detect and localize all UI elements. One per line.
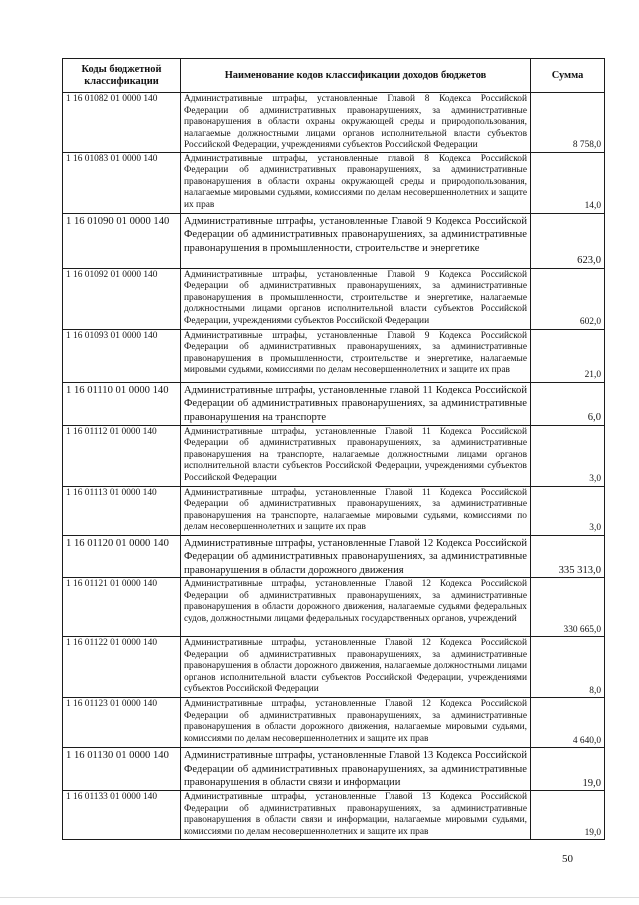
sum-cell: 8,0	[531, 637, 605, 698]
page-number: 50	[562, 853, 573, 866]
code-cell: 1 16 01122 01 0000 140	[63, 637, 181, 698]
table-header	[63, 59, 605, 93]
table-row	[63, 791, 605, 840]
name-cell: Административные штрафы, установленные Главой 8 Кодекса Российской Федерации об административных правонарушениях, за административные правонарушения в области охраны окружающей среды и природопользования, налагаемые должностными лицами органов исполнительной власти субъектов Российской Федерации, учреждениями субъектов Российской Федерации	[181, 93, 531, 153]
code-cell: 1 16 01093 01 0000 140	[63, 329, 181, 382]
name-cell: Административные штрафы, установленные Главой 13 Кодекса Российской Федерации об административных правонарушениях, за административные правонарушения в области связи и информации	[181, 748, 531, 791]
code-cell: 1 16 01120 01 0000 140	[63, 535, 181, 578]
table-row	[63, 329, 605, 382]
name-cell: Административные штрафы, установленные Главой 12 Кодекса Российской Федерации об административных правонарушениях, за административные правонарушения в области дорожного движения, налагаемые мировыми судьями, комиссиями по делам несовершеннолетних и защите их прав	[181, 698, 531, 748]
table-row	[63, 213, 605, 268]
budget-classification-table	[62, 58, 605, 840]
table-body	[63, 93, 605, 840]
table-row	[63, 698, 605, 748]
sum-cell: 19,0	[531, 791, 605, 840]
sum-cell: 623,0	[531, 213, 605, 268]
code-cell: 1 16 01130 01 0000 140	[63, 748, 181, 791]
table-row	[63, 486, 605, 535]
header-row	[63, 59, 605, 93]
sum-cell: 335 313,0	[531, 535, 605, 578]
code-cell: 1 16 01123 01 0000 140	[63, 698, 181, 748]
header-code: Коды бюджетной классификации	[63, 59, 181, 93]
name-cell: Административные штрафы, установленные главой 11 Кодекса Российской Федерации об административных правонарушениях, за административные правонарушения на транспорте	[181, 382, 531, 425]
table-row	[63, 93, 605, 153]
document-page	[62, 58, 604, 866]
header-name: Наименование кодов классификации доходов бюджетов	[181, 59, 531, 93]
header-sum: Сумма	[531, 59, 605, 93]
name-cell: Административные штрафы, установленные Главой 9 Кодекса Российской Федерации об административных правонарушениях, за административные правонарушения в промышленности, строительстве и энергетике, налагаемые мировыми судьями, комиссиями по делам несовершеннолетних и защите их прав	[181, 329, 531, 382]
sum-cell: 6,0	[531, 382, 605, 425]
sum-cell: 14,0	[531, 152, 605, 213]
sum-cell: 602,0	[531, 268, 605, 329]
table-row	[63, 382, 605, 425]
sum-cell: 4 640,0	[531, 698, 605, 748]
code-cell: 1 16 01133 01 0000 140	[63, 791, 181, 840]
sum-cell: 21,0	[531, 329, 605, 382]
name-cell: Административные штрафы, установленные Главой 12 Кодекса Российской Федерации об административных правонарушениях, за административные правонарушения в области дорожного движения	[181, 535, 531, 578]
code-cell: 1 16 01082 01 0000 140	[63, 93, 181, 153]
scan-edge-line	[0, 897, 639, 898]
code-cell: 1 16 01090 01 0000 140	[63, 213, 181, 268]
sum-cell: 19,0	[531, 748, 605, 791]
table-row	[63, 748, 605, 791]
name-cell: Административные штрафы, установленные Главой 12 Кодекса Российской Федерации об административных правонарушениях, за административные правонарушения в области дорожного движения, налагаемые судьями федеральных судов, должностными лицами федеральных государственных органов, учреждений	[181, 578, 531, 637]
sum-cell: 330 665,0	[531, 578, 605, 637]
code-cell: 1 16 01121 01 0000 140	[63, 578, 181, 637]
table-row	[63, 152, 605, 213]
code-cell: 1 16 01092 01 0000 140	[63, 268, 181, 329]
sum-cell: 3,0	[531, 486, 605, 535]
code-cell: 1 16 01113 01 0000 140	[63, 486, 181, 535]
sum-cell: 3,0	[531, 425, 605, 486]
code-cell: 1 16 01083 01 0000 140	[63, 152, 181, 213]
name-cell: Административные штрафы, установленные Главой 13 Кодекса Российской Федерации об административных правонарушениях, за административные правонарушения в области связи и информации, налагаемые мировыми судьями, комиссиями по делам несовершеннолетних и защите их прав	[181, 791, 531, 840]
code-cell: 1 16 01110 01 0000 140	[63, 382, 181, 425]
name-cell: Административные штрафы, установленные Главой 11 Кодекса Российской Федерации об административных правонарушениях, за административные правонарушения на транспорте, налагаемые должностными лицами органов исполнительной власти субъектов Российской Федерации, учреждениями субъектов Российской Федерации	[181, 425, 531, 486]
table-row	[63, 425, 605, 486]
name-cell: Административные штрафы, установленные Главой 9 Кодекса Российской Федерации об административных правонарушениях, за административные правонарушения в промышленности, строительстве и энергетике	[181, 213, 531, 268]
table-row	[63, 637, 605, 698]
table-row	[63, 578, 605, 637]
table-row	[63, 268, 605, 329]
name-cell: Административные штрафы, установленные Главой 9 Кодекса Российской Федерации об административных правонарушениях, за административные правонарушения в промышленности, строительстве и энергетике, налагаемые должностными лицами органов исполнительной власти субъектов Российской Федерации, учреждениями субъектов Российской Федерации	[181, 268, 531, 329]
name-cell: Административные штрафы, установленные главой 8 Кодекса Российской Федерации об административных правонарушениях, за административные правонарушения в области охраны окружающей среды и природопользования, налагаемые мировыми судьями, комиссиями по делам несовершеннолетних и защите их прав	[181, 152, 531, 213]
sum-cell: 8 758,0	[531, 93, 605, 153]
name-cell: Административные штрафы, установленные Главой 11 Кодекса Российской Федерации об административных правонарушениях, за административные правонарушения на транспорте, налагаемые мировыми судьями, комиссиями по делам несовершеннолетних и защите их прав	[181, 486, 531, 535]
name-cell: Административные штрафы, установленные Главой 12 Кодекса Российской Федерации об административных правонарушениях, за административные правонарушения в области дорожного движения, налагаемые должностными лицами органов исполнительной власти субъектов Российской Федерации, учреждениями субъектов Российской Федерации	[181, 637, 531, 698]
code-cell: 1 16 01112 01 0000 140	[63, 425, 181, 486]
table-row	[63, 535, 605, 578]
